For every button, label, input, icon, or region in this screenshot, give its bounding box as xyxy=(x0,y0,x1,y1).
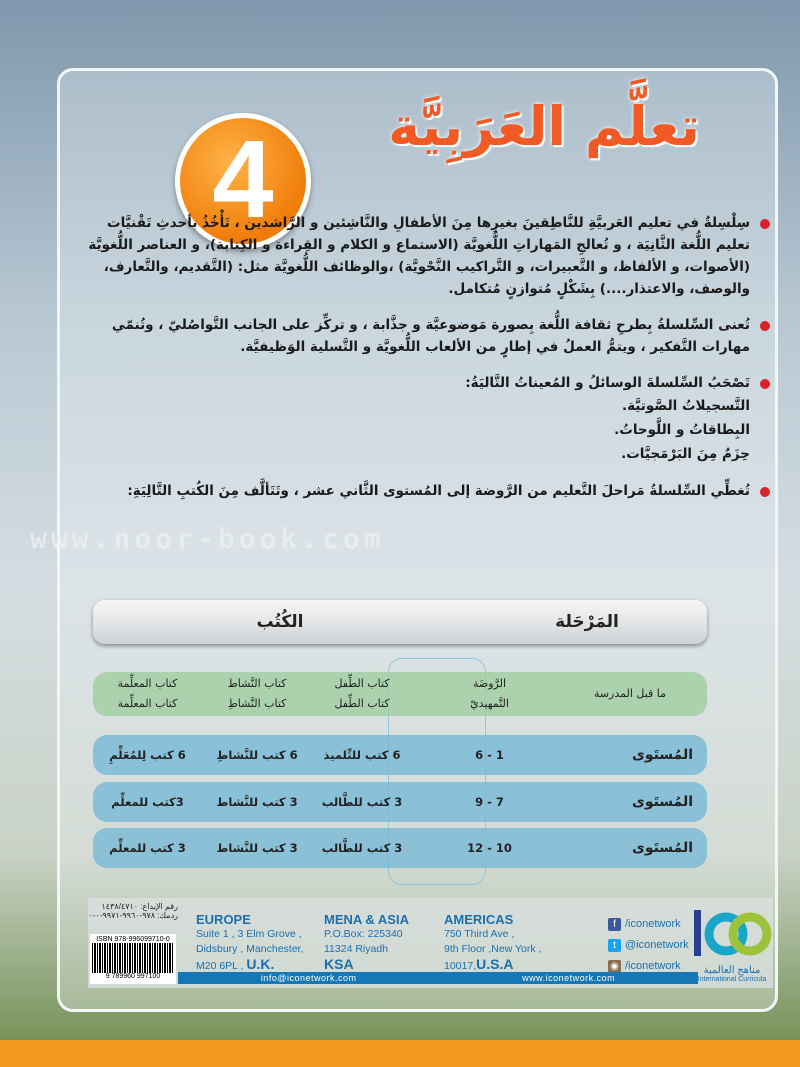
student-cell: 6 كتب للتِّلميذ xyxy=(323,748,401,762)
address-line: P.O.Box: 225340 xyxy=(324,928,403,940)
region-title: AMERICAS xyxy=(444,912,514,927)
country: U.S.A xyxy=(476,956,514,972)
range-cell: 7 - 9 xyxy=(475,795,504,809)
level-label: المُستَوى xyxy=(631,840,693,856)
region-title: EUROPE xyxy=(196,912,251,927)
preschool-range xyxy=(412,674,567,714)
twitter-handle: @iconetwork xyxy=(625,939,689,951)
cell: كتاب المعلِّمة xyxy=(117,677,178,690)
twitter-icon: t xyxy=(608,939,621,952)
activity-cell: 3 كتب للنَّشاط xyxy=(216,841,298,855)
bullet-4: تُغطِّي السِّلسلةُ مَراحلَ التَّعليم من الرَّوضة إلى المُستوى الثَّاني عشر ، وتَتَألَّف مِنَ الكُتبِ التَّالِيَةِ: xyxy=(80,480,770,502)
teacher-cell: 3كتب للمعلِّم xyxy=(111,795,184,809)
address-mena xyxy=(324,912,409,974)
address-line: M20 6PL , xyxy=(196,960,244,972)
cell: كتاب الطِّفل xyxy=(334,697,390,710)
teacher-cell: 6 كتب لِلمُعَلِّمِ xyxy=(109,748,186,762)
cell: التَّمهيديّ xyxy=(470,697,509,710)
book-title: تعلَّم العَرَبِيَّة xyxy=(388,95,700,158)
aid-item: البِطاقاتُ و اللَّوحاتُ. xyxy=(614,422,750,438)
address-line: 10017, xyxy=(444,960,477,972)
address-line: Didsbury , Manchester, xyxy=(196,943,304,955)
description xyxy=(80,212,770,516)
cell: كتاب النَّشاطِ xyxy=(227,697,287,710)
table-row xyxy=(93,782,707,822)
ico-logo xyxy=(692,908,772,984)
country: U.K. xyxy=(246,956,275,972)
facebook-link[interactable] xyxy=(608,914,689,935)
facebook-handle: /iconetwork xyxy=(625,918,681,930)
ico-logo-mark xyxy=(692,908,772,960)
barcode-digits: 9 789960 997100 xyxy=(105,973,161,980)
address-americas xyxy=(444,912,541,974)
region-title: MENA & ASIA xyxy=(324,912,409,927)
student-cell: 3 كتب للطَّالب xyxy=(321,841,403,855)
twitter-link[interactable] xyxy=(608,935,689,956)
preschool-teacher xyxy=(93,674,202,714)
social-links xyxy=(608,914,689,977)
country: KSA xyxy=(324,956,354,972)
range-cell: 10 - 12 xyxy=(467,841,512,855)
table-row xyxy=(93,735,707,775)
email-link[interactable]: info@iconetwork.com xyxy=(260,973,357,983)
cell: كتاب النَّشاط xyxy=(227,677,287,690)
teacher-cell: 3 كتب للمعلِّم xyxy=(109,841,186,855)
barcode xyxy=(90,934,176,984)
cell: كتاب الطِّفل xyxy=(334,677,390,690)
website-link[interactable]: www.iconetwork.com xyxy=(522,973,616,983)
aid-item: حِزَمٌ مِنَ البَرْمَجيَّات. xyxy=(621,446,750,462)
header-stage: المَرْحَلة xyxy=(555,612,619,632)
activity-cell: 6 كتب للنَّشاطِ xyxy=(216,748,298,762)
logo-english: International Curricula xyxy=(697,976,767,983)
address-line: 9th Floor ,New York , xyxy=(444,943,542,955)
watermark: www.noor-book.com xyxy=(30,522,385,555)
isbn-block xyxy=(88,902,178,920)
table-row xyxy=(93,828,707,868)
address-line: Suite 1 , 3 Elm Grove , xyxy=(196,928,302,940)
address-line: 750 Third Ave , xyxy=(444,928,515,940)
bullet-3: تَصْحَبُ السِّلسلةَ الوسائلُ و المُعيناتُ التَّاليَةُ: xyxy=(80,372,770,394)
address-line: 11324 Riyadh xyxy=(324,943,389,955)
cell: كتاب المعلِّمة xyxy=(117,697,178,710)
bottom-strip xyxy=(0,1040,800,1067)
level-label: المُستَوى xyxy=(631,794,693,810)
bullet-1: سِلْسِلةٌ في تعليم العَربيَّةِ للنَّاطِقينَ بغيرِها مِنَ الأطفالِ والنَّاشِئين و الرَّاشدين ، تَأْخُذُ بأحدثِ تَقْنيَّات تعليم اللُّغة الثَّانِيَة ، و تُعالجِ المَهاراتِ اللُّغويَّة (الاستماع و الكلام و القِراءة و الكِتابة)، و العناصر اللُّغويَّة (الأصوات، و الألفاظ، و التَّعبيرات، و التَّراكيب النَّحْويَّة) ،والوظائف اللُّغويَّة مثل: (التَّقديم، والتَّعارف، والوصف، والاعتذار....) بِشَكْلٍ مُتوازنٍ مُتكامل. xyxy=(80,212,770,300)
aid-item: التَّسجيلاتُ الصَّوتيَّة. xyxy=(621,398,750,414)
instagram-icon: ◉ xyxy=(608,960,621,973)
preschool-activity xyxy=(202,674,312,714)
bullet-2: تُعنى السِّلسلةُ بِطرحِ ثقافة اللُّغة بِصورة مَوضوعيَّة و جذَّابة ، و تركِّز على الجانب التَّواصُليّ ، وتُنمّي مهارات التَّفكير ، ويتمُّ العملُ في إطارٍ من الألعاب اللُّغويَّة و التَّسلية الوَظيفيَّة. xyxy=(80,314,770,358)
cell: الرَّوضَة xyxy=(472,677,507,690)
preschool-child xyxy=(312,674,412,714)
barcode-bars xyxy=(92,943,174,973)
facebook-icon: f xyxy=(608,918,621,931)
isbn-arabic: ردمك: ٩٧٨-٩٩٦٠-٩٩٧١-٠-٠ xyxy=(88,911,178,920)
series-number-badge: 4 xyxy=(175,113,311,249)
student-cell: 3 كتب للطَّالب xyxy=(321,795,403,809)
activity-cell: 3 كتب للنَّشاط xyxy=(216,795,298,809)
table-row-preschool xyxy=(93,672,707,716)
address-europe xyxy=(196,912,303,974)
isbn-text: ISBN 978-996099710-0 xyxy=(96,936,170,943)
level-label: المُستَوى xyxy=(631,747,693,763)
deposit-number: رقم الإيداع: ١٤٣٨/٤٧١٠ xyxy=(101,902,178,911)
preschool-label: ما قبل المدرسة xyxy=(593,687,667,700)
range-cell: 1 - 6 xyxy=(475,748,504,762)
table-header xyxy=(93,600,707,644)
header-books: الكُتُب xyxy=(256,612,304,632)
publisher-footer xyxy=(88,898,773,988)
logo-arabic: مناهج العالمية xyxy=(703,965,761,976)
contact-bar xyxy=(178,972,698,984)
instagram-handle: /iconetwork xyxy=(625,960,681,972)
